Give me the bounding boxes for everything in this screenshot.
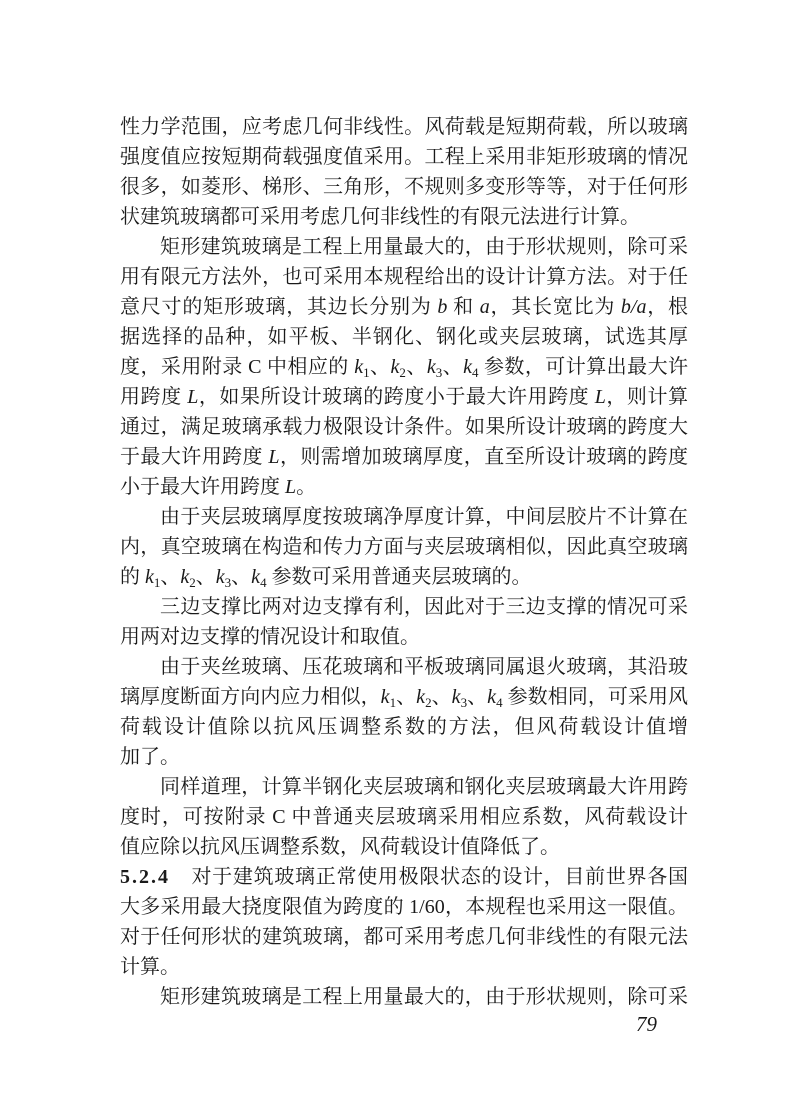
- text-run: 、: [405, 356, 427, 378]
- text-run: 度，采用附录 C 中相应的: [120, 356, 355, 378]
- text-line: [120, 562, 688, 592]
- text-line: [120, 712, 688, 742]
- text-run: 对于任何形状的建筑玻璃，都可采用考虑几何非线性的有限元法: [120, 926, 688, 948]
- text-run: 1: [363, 365, 370, 380]
- text-run: ，其长宽比为: [489, 296, 621, 318]
- math-variable: k: [251, 566, 261, 588]
- text-run: 2: [425, 695, 432, 710]
- text-run: 矩形建筑玻璃是工程上用量最大的，由于形状规则，除可采: [160, 236, 688, 258]
- text-run: 意尺寸的矩形玻璃，其边长分别为: [120, 296, 438, 318]
- math-variable: L: [268, 446, 280, 468]
- text-line: [120, 532, 688, 562]
- page-number: 79: [636, 1012, 657, 1036]
- text-run: 4: [260, 575, 267, 590]
- math-variable: k: [380, 686, 390, 708]
- text-run: 2: [399, 365, 406, 380]
- math-variable: k: [215, 566, 225, 588]
- paragraph: [120, 232, 688, 502]
- text-line: [120, 472, 688, 502]
- paragraph: [120, 592, 688, 652]
- math-variable: k: [463, 356, 472, 378]
- math-variable: k: [390, 356, 400, 378]
- text-line: [120, 352, 688, 382]
- math-variable: k: [487, 686, 497, 708]
- text-run: 、: [396, 686, 417, 708]
- text-run: 4: [496, 695, 503, 710]
- text-run: 矩形建筑玻璃是工程上用量最大的，由于形状规则，除可采: [160, 986, 688, 1008]
- text-line: [120, 262, 688, 292]
- text-run: 由于夹层玻璃厚度按玻璃净厚度计算，中间层胶片不计算在: [160, 506, 688, 528]
- text-run: 和: [447, 296, 480, 318]
- text-line: [120, 772, 688, 802]
- math-variable: k: [145, 566, 154, 588]
- paragraph: [120, 502, 688, 592]
- text-run: 3: [460, 695, 468, 710]
- text-run: 、: [431, 686, 452, 708]
- text-run: 荷载设计值除以抗风压调整系数的方法，但风荷载设计值增: [120, 716, 688, 738]
- text-run: 强度值应按短期荷载强度值采用。工程上采用非矩形玻璃的情况: [120, 146, 688, 168]
- text-run: 计算。: [120, 956, 180, 978]
- text-line: [120, 982, 688, 1012]
- text-run: 很多，如菱形、梯形、三角形，不规则多变形等等，对于任何形: [120, 176, 688, 198]
- document-body: [120, 112, 688, 1012]
- text-line: [120, 232, 688, 262]
- section-number: 5.2.4: [120, 866, 170, 888]
- text-line: [120, 442, 688, 472]
- math-variable: k: [354, 356, 364, 378]
- text-line: [120, 682, 688, 712]
- text-line: [120, 142, 688, 172]
- text-run: 三边支撑比两对边支撑有利，因此对于三边支撑的情况可采: [160, 596, 688, 618]
- text-run: 参数可采用普通夹层玻璃的。: [266, 566, 532, 588]
- text-run: 、: [442, 356, 464, 378]
- text-line: [120, 292, 688, 322]
- text-run: ，则计算: [605, 386, 689, 408]
- text-run: 、: [369, 356, 391, 378]
- text-line: [120, 742, 688, 772]
- math-variable: b: [437, 296, 448, 318]
- math-variable: a: [479, 296, 490, 318]
- text-line: [120, 922, 688, 952]
- text-run: 加了。: [120, 746, 180, 768]
- text-run: 用跨度: [120, 386, 188, 408]
- math-variable: k: [416, 686, 426, 708]
- text-run: 用两对边支撑的情况设计和取值。: [120, 626, 420, 648]
- text-run: 、: [467, 686, 488, 708]
- paragraph: [120, 862, 688, 982]
- text-line: [120, 172, 688, 202]
- math-variable: k: [180, 566, 190, 588]
- text-run: ，如果所设计玻璃的跨度小于最大许用跨度: [198, 386, 595, 408]
- math-variable: k: [426, 356, 436, 378]
- paragraph: [120, 982, 688, 1012]
- text-line: [120, 592, 688, 622]
- math-variable: b/a: [620, 296, 647, 318]
- text-line: [120, 412, 688, 442]
- text-run: ，则需增加玻璃厚度，直至所设计玻璃的跨度: [279, 446, 689, 468]
- text-line: [120, 832, 688, 862]
- text-line: [120, 622, 688, 652]
- text-line: [120, 322, 688, 352]
- text-run: 值应除以抗风压调整系数，风荷载设计值降低了。: [120, 836, 560, 858]
- text-run: 内，真空玻璃在构造和传力方面与夹层玻璃相似，因此真空玻璃: [120, 536, 688, 558]
- text-run: 、: [231, 566, 252, 588]
- math-variable: L: [594, 386, 606, 408]
- text-run: 1: [153, 575, 161, 590]
- text-run: 璃厚度断面方向内应力相似，: [120, 686, 381, 708]
- paragraph: [120, 112, 688, 232]
- text-run: 4: [472, 365, 479, 380]
- text-run: 。: [296, 476, 317, 498]
- math-variable: L: [285, 476, 297, 498]
- text-run: 3: [224, 575, 232, 590]
- text-run: 参数，可计算出最大许: [478, 356, 689, 378]
- text-run: 用有限元方法外，也可采用本规程给出的设计计算方法。对于任: [120, 266, 688, 288]
- text-run: 参数相同，可采用风: [502, 686, 689, 708]
- text-run: 、: [160, 566, 181, 588]
- text-run: 2: [189, 575, 196, 590]
- math-variable: k: [451, 686, 461, 708]
- text-line: [120, 892, 688, 922]
- text-line: [120, 862, 688, 892]
- paragraph: [120, 772, 688, 862]
- text-run: 1: [389, 695, 397, 710]
- text-run: 度时，可按附录 C 中普通夹层玻璃采用相应系数，风荷载设计: [120, 806, 688, 828]
- text-run: 性力学范围，应考虑几何非线性。风荷载是短期荷载，所以玻璃: [120, 116, 688, 138]
- text-line: [120, 502, 688, 532]
- text-run: 据选择的品种，如平板、半钢化、钢化或夹层玻璃，试选其厚: [120, 326, 688, 348]
- text-run: 大多采用最大挠度限值为跨度的 1/60，本规程也采用这一限值。: [120, 896, 688, 918]
- text-run: 小于最大许用跨度: [120, 476, 285, 498]
- text-run: 对于建筑玻璃正常使用极限状态的设计，目前世界各国: [170, 866, 688, 888]
- text-line: [120, 652, 688, 682]
- text-line: [120, 112, 688, 142]
- text-run: 于最大许用跨度: [120, 446, 269, 468]
- math-variable: L: [187, 386, 199, 408]
- text-run: 3: [435, 365, 443, 380]
- text-run: 同样道理，计算半钢化夹层玻璃和钢化夹层玻璃最大许用跨: [160, 776, 688, 798]
- text-run: 状建筑玻璃都可采用考虑几何非线性的有限元法进行计算。: [120, 206, 640, 228]
- text-line: [120, 382, 688, 412]
- text-run: 由于夹丝玻璃、压花玻璃和平板玻璃同属退火玻璃，其沿玻: [160, 656, 688, 678]
- text-line: [120, 952, 688, 982]
- text-line: [120, 202, 688, 232]
- text-run: 、: [195, 566, 216, 588]
- paragraph: [120, 652, 688, 772]
- text-run: 的: [120, 566, 145, 588]
- text-run: 通过，满足玻璃承载力极限设计条件。如果所设计玻璃的跨度大: [120, 416, 688, 438]
- text-line: [120, 802, 688, 832]
- text-run: ，根: [646, 296, 689, 318]
